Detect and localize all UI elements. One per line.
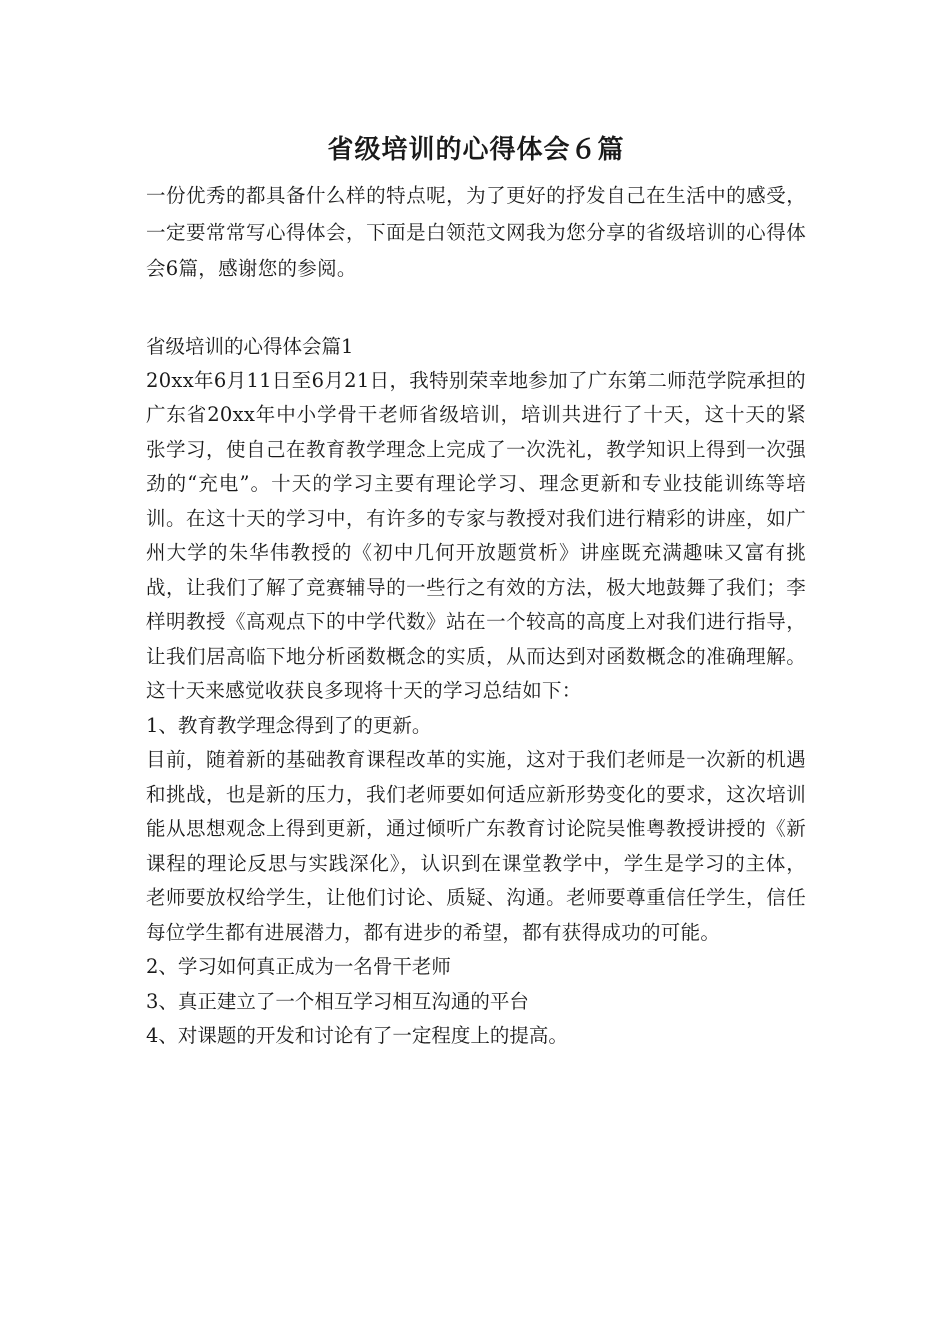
document-page xyxy=(146,128,806,1054)
intro-paragraph: 一份优秀的都具备什么样的特点呢，为了更好的抒发自己在生活中的感受，一定要常常写心得体会，下面是白领范文网我为您分享的省级培训的心得体会6篇，感谢您的参阅。 xyxy=(146,184,806,280)
list-item-1: 1、教育教学理念得到了的更新。 xyxy=(146,713,432,737)
document-title: 省级培训的心得体会６篇 xyxy=(327,135,625,165)
list-item-2: 2、学习如何真正成为一名骨干老师 xyxy=(146,955,451,978)
section-heading: 省级培训的心得体会篇1 xyxy=(146,334,354,358)
section-spacer xyxy=(146,288,806,330)
body-paragraph-2: 目前，随着新的基础教育课程改革的实施，这对于我们老师是一次新的机遇和挑战，也是新的压力，我们老师要如何适应新形势变化的要求，这次培训能从思想观念上得到更新，通过倾听广东教育讨论院吴惟粤教授讲授的《新课程的理论反思与实践深化》，认识到在课堂教学中，学生是学习的主体，老师要放权给学生，让他们讨论、质疑、沟通。老师要尊重信任学生，信任每位学生都有进展潜力，都有进步的希望，都有获得成功的可能。 xyxy=(146,748,806,944)
list-item-4: 4、对课题的开发和讨论有了一定程度上的提高。 xyxy=(146,1024,568,1047)
body-paragraph-1: 20xx年6月11日至6月21日，我特别荣幸地参加了广东第二师范学院承担的广东省20xx年中小学骨干老师省级培训，培训共进行了十天，这十天的紧张学习，使自己在教育教学理念上完成了一次洗礼，教学知识上得到一次强劲的“充电”。十天的学习主要有理论学习、理念更新和专业技能训练等培训。在这十天的学习中，有许多的专家与教授对我们进行精彩的讲座，如广州大学的朱华伟教授的《初中几何开放题赏析》讲座既充满趣味又富有挑战，让我们了解了竞赛辅导的一些行之有效的方法，极大地鼓舞了我们；李样明教授《高观点下的中学代数》站在一个较高的高度上对我们进行指导，让我们居高临下地分析函数概念的实质，从而达到对函数概念的准确理解。这十天来感觉收获良多现将十天的学习总结如下： xyxy=(146,368,806,702)
list-item-3: 3、真正建立了一个相互学习相互沟通的平台 xyxy=(146,989,529,1013)
